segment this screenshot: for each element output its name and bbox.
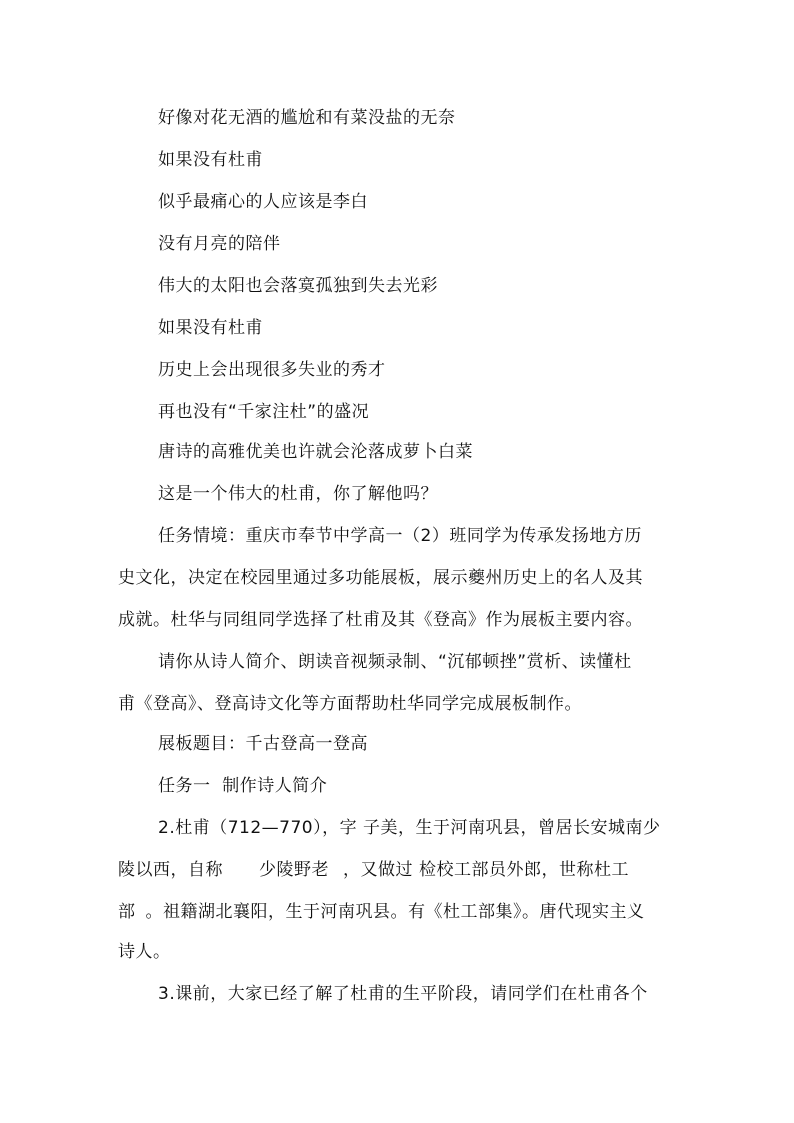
item2-line-3: [118, 901, 645, 923]
item2-line-2: [118, 859, 629, 881]
poem-line-1: 好像对花无酒的尴尬和有菜没盐的无奈: [158, 108, 456, 128]
item2-text-c: ，世称: [541, 860, 594, 880]
poem-line-7: 历史上会出现很多失业的秀才: [158, 360, 386, 380]
poem-line-8: 再也没有“千家注杜”的盛况: [158, 402, 370, 422]
task-situation-line-3: 成就。杜华与同组同学选择了杜甫及其《登高》作为展板主要内容。: [118, 610, 643, 630]
answer-blank-title-part1: 杜工: [594, 860, 629, 880]
task-situation-line-1: 任务情境：重庆市奉节中学高一（2）班同学为传承发扬地方历: [158, 526, 642, 546]
poem-line-2: 如果没有杜甫: [158, 150, 263, 170]
item2-line-1: 2.杜甫（712—770），字 子美，生于河南巩县，曾居长安城南少: [158, 818, 661, 838]
board-title: 展板题目：千古登高一登高: [158, 734, 368, 754]
request-line-1: 请你从诗人简介、朗读音视频录制、“沉郁顿挫”赏析、读懂杜: [158, 652, 632, 672]
item2-line-4: 诗人。: [118, 942, 171, 962]
answer-blank-office: 检校工部员外郎: [419, 860, 542, 880]
request-line-2: 甫《登高》、登高诗文化等方面帮助杜华同学完成展板制作。: [118, 694, 582, 714]
item3-line-1: 3.课前，大家已经了解了杜甫的生平阶段，请同学们在杜甫各个: [158, 984, 648, 1004]
poem-line-9: 唐诗的高雅优美也许就会沦落成萝卜白菜: [158, 442, 473, 462]
answer-blank-alias: 少陵野老: [259, 860, 329, 880]
task-situation-line-2: 史文化，决定在校园里通过多功能展板，展示夔州历史上的名人及其: [118, 568, 643, 588]
item2-text-b: ，又做过: [343, 860, 413, 880]
poem-line-5: 伟大的太阳也会落寞孤独到失去光彩: [158, 276, 438, 296]
answer-blank-title-part2: 部: [118, 902, 136, 922]
poem-line-4: 没有月亮的陪伴: [158, 234, 281, 254]
item2-text-a: 陵以西，自称: [118, 860, 223, 880]
poem-question: 这是一个伟大的杜甫，你了解他吗？: [158, 484, 438, 504]
poem-line-6: 如果没有杜甫: [158, 318, 263, 338]
task-one-heading: 任务一 制作诗人简介: [158, 776, 328, 796]
item2-text-d: 。祖籍湖北襄阳，生于河南巩县。有《杜工部集》。唐代现实主义: [145, 902, 645, 922]
poem-line-3: 似乎最痛心的人应该是李白: [158, 192, 368, 212]
